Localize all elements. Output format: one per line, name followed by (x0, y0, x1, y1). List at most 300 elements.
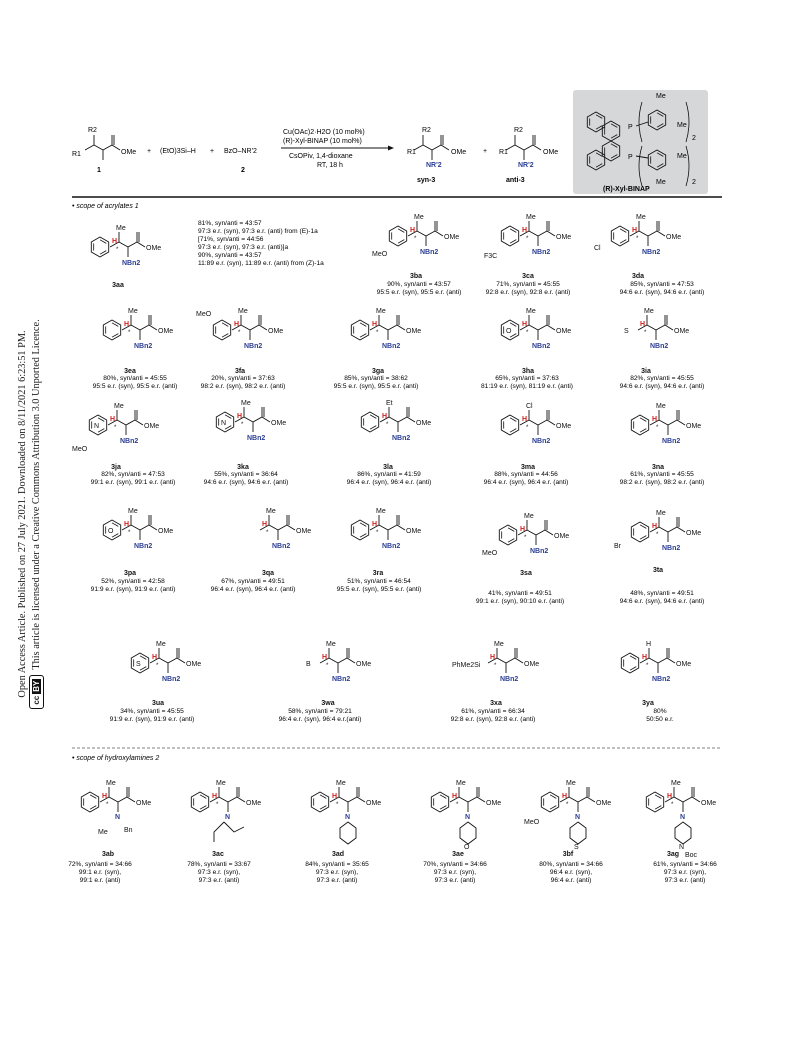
result-line: 84%, syn/anti = 35:65 (305, 861, 369, 868)
result-3ag (653, 861, 717, 884)
result-line: 67%, syn/anti = 49:51 (221, 578, 285, 585)
aryl-ring-icon (631, 415, 648, 435)
structure-3ga (351, 308, 421, 375)
aryl-ring-icon (191, 792, 208, 812)
stereo-marker: * (386, 422, 389, 428)
hydrogen-label: H (410, 227, 416, 234)
result-line: 91:9 e.r. (syn), 91:9 e.r. (anti) (109, 716, 195, 723)
result-line: 95:5 e.r. (syn), 95:5 e.r. (anti) (336, 586, 422, 593)
scheme-anti-product (499, 127, 558, 184)
result-3ac (187, 861, 251, 884)
stereo-marker: * (456, 802, 459, 808)
ester-label: OMe (416, 420, 432, 427)
nitrogen-label: NBn2 (662, 545, 681, 552)
hydrogen-label: H (652, 523, 658, 530)
ester-label: OMe (144, 423, 160, 430)
cc-by-badge-icon[interactable]: ccBY (29, 675, 44, 709)
result-line: 94:6 e.r. (syn), 94:6 e.r. (anti) (203, 479, 289, 486)
result-line: 52%, syn/anti = 42:58 (101, 578, 165, 585)
result-line: 86%, syn/anti = 41:59 (357, 471, 421, 478)
substituent-label: Me (526, 308, 536, 315)
result-3na (620, 471, 705, 486)
substituent-label: Me (494, 641, 504, 648)
aryl-substituent-label: Br (614, 543, 621, 550)
result-line: 96:4 e.r. (syn), (549, 869, 593, 876)
section-acrylates-heading: • scope of acrylates 1 (72, 203, 139, 210)
compound-label: 3ac (212, 851, 224, 858)
ring-heteroatom-label: N (679, 844, 685, 851)
substituent-label: Me (116, 225, 126, 232)
svg-text:Me: Me (677, 122, 687, 129)
svg-text:(R)-Xyl-BINAP (10 mol%): (R)-Xyl-BINAP (10 mol%) (283, 138, 362, 145)
stereo-marker: * (376, 330, 379, 336)
stereo-marker: * (494, 663, 497, 669)
license-line-2: ccBYThis article is licensed under a Creative Commons Attribution 3.0 Unported Licence. (29, 14, 44, 1014)
structure-3ha (501, 308, 571, 375)
reagent-1-label: 1 (97, 167, 101, 174)
ester-label: OMe (554, 533, 570, 540)
aryl-ring-icon (213, 320, 230, 340)
svg-text:Me: Me (656, 93, 666, 100)
result-3xa (451, 708, 536, 723)
aryl-substituent-label: MeO (196, 311, 212, 318)
result-line: 90%, syn/anti = 43:57 (198, 252, 262, 259)
hydrogen-label: H (102, 793, 108, 800)
scheme-reactant-1 (72, 127, 136, 174)
aryl-ring-icon (611, 226, 628, 246)
heteroatom-label: N (94, 423, 100, 430)
substituent-label: Me (526, 214, 536, 221)
result-line: 97:3 e.r. (syn), (315, 869, 359, 876)
result-line: 99:1 e.r. (anti) (79, 877, 121, 884)
r1-label: R1 (72, 151, 81, 158)
nitrogen-label: N (680, 814, 686, 821)
stereo-marker: * (376, 530, 379, 536)
substituent-label: Me (456, 780, 466, 787)
svg-text:Cu(OAc)2·H2O (10 mol%): Cu(OAc)2·H2O (10 mol%) (283, 129, 365, 136)
substituent-label: Me (326, 641, 336, 648)
result-line: 96:4 e.r. (syn), 96:4 e.r. (anti) (210, 586, 296, 593)
result-line: 50:50 e.r. (646, 716, 674, 723)
nitrogen-label: NBn2 (120, 438, 139, 445)
substituent-label: Me (128, 308, 138, 315)
aryl-ring-icon (499, 525, 516, 545)
result-line: 97:3 e.r. (syn), 97:3 e.r. (anti)]a (198, 244, 289, 251)
reagent-2-label: 2 (241, 167, 245, 174)
result-3bf (539, 861, 603, 884)
result-line: 81:19 e.r. (syn), 81:19 e.r. (anti) (481, 383, 573, 390)
ester-label: OMe (556, 234, 572, 241)
compound-label: 3sa (520, 570, 532, 577)
allyl-chains-icon (214, 822, 244, 842)
result-line: 99:1 e.r. (syn), 90:10 e.r. (anti) (475, 598, 565, 605)
result-line: 95:5 e.r. (syn), 95:5 e.r. (anti) (376, 289, 462, 296)
amine-ring-icon (340, 822, 356, 844)
plus-sign: + (483, 148, 488, 155)
nitrogen-label: N (575, 814, 581, 821)
result-3ga (334, 375, 419, 390)
result-line: 88%, syn/anti = 44:56 (494, 471, 558, 478)
result-3ma (484, 471, 569, 486)
amine-substituent-label: Bn (124, 827, 133, 834)
result-line: 48%, syn/anti = 49:51 (630, 590, 694, 597)
heteroatom-label: O (506, 328, 512, 335)
compound-label: 3ja (111, 464, 121, 471)
section-hydroxylamines-heading: • scope of hydroxylamines 2 (72, 755, 160, 762)
stereo-marker: * (636, 236, 639, 242)
result-line: 20%, syn/anti = 37:63 (211, 375, 275, 382)
result-3ia (620, 375, 705, 390)
hydrogen-label: H (372, 321, 378, 328)
hydrogen-label: H (237, 413, 243, 420)
nitrogen-label: NBn2 (134, 343, 153, 350)
ester-label: OMe (556, 423, 572, 430)
result-line: 61%, syn/anti = 66:34 (461, 708, 525, 715)
ome-label: OMe (121, 149, 137, 156)
nitrogen-label: NBn2 (332, 676, 351, 683)
structure-3la (361, 400, 431, 471)
compound-label: 3ae (452, 851, 464, 858)
amine-ring-icon (570, 822, 586, 844)
ester-label: OMe (136, 800, 152, 807)
ester-label: OMe (406, 528, 422, 535)
structure-3bf (524, 780, 611, 858)
substituent-label: Me (656, 403, 666, 410)
result-line: 92:8 e.r. (syn), 92:8 e.r. (anti) (485, 289, 571, 296)
stereo-marker: * (336, 802, 339, 808)
result-line: 80%, syn/anti = 45:55 (103, 375, 167, 382)
hydrogen-label: H (652, 416, 658, 423)
hydrogen-label: H (112, 238, 118, 245)
aryl-substituent-label: F3C (484, 253, 498, 260)
result-3pa (91, 578, 176, 593)
nitrogen-label: NBn2 (652, 676, 671, 683)
result-line: 51%, syn/anti = 46:54 (347, 578, 411, 585)
hydrogen-label: H (667, 793, 673, 800)
substituent-label: Me (656, 510, 666, 517)
result-line: 98:2 e.r. (syn), 98:2 e.r. (anti) (619, 479, 705, 486)
compound-label: 3ag (666, 851, 680, 858)
result-3ha (481, 375, 573, 390)
stereo-marker: * (106, 802, 109, 808)
svg-text:NR'2: NR'2 (518, 162, 534, 169)
compound-label: 3ha (521, 368, 535, 375)
aryl-ring-icon (91, 237, 108, 257)
heteroatom-label: O (108, 528, 114, 535)
compound-label: 3na (651, 464, 665, 471)
structure-3ua (131, 641, 201, 707)
substituent-label: Me (671, 780, 681, 787)
stereo-marker: * (128, 330, 131, 336)
ester-label: OMe (674, 328, 690, 335)
nitrogen-label: N (115, 814, 121, 821)
result-line: 97:3 e.r. (syn), (663, 869, 707, 876)
aryl-substituent-label: PhMe2Si (452, 662, 481, 669)
result-line: 82%, syn/anti = 45:55 (630, 375, 694, 382)
aryl-ring-icon (631, 522, 648, 542)
substituent-label: Me (336, 780, 346, 787)
hydrogen-label: H (322, 654, 328, 661)
result-3ca (486, 281, 571, 296)
compound-label: 3ra (372, 570, 384, 577)
protecting-group-label: Boc (685, 852, 698, 859)
hydrogen-label: H (110, 416, 116, 423)
result-3ka (204, 471, 289, 486)
result-line: 96:4 e.r. (syn), 96:4 e.r. (anti) (483, 479, 569, 486)
compound-label: 3ca (522, 273, 534, 280)
nitrogen-label: NBn2 (247, 435, 266, 442)
result-line: 91:9 e.r. (syn), 91:9 e.r. (anti) (90, 586, 176, 593)
nitrogen-label: NBn2 (244, 343, 263, 350)
result-line: 99:1 e.r. (syn), (78, 869, 122, 876)
hydrogen-label: H (332, 793, 338, 800)
amine-substituent-label: Me (98, 829, 108, 836)
result-line: 97:3 e.r. (anti) (434, 877, 476, 884)
hydrogen-label: H (520, 526, 526, 533)
structure-3xa (452, 641, 539, 707)
structure-3pa (103, 508, 173, 577)
result-line: 97:3 e.r. (syn), (197, 869, 241, 876)
substituent-label: Me (376, 508, 386, 515)
result-line: 98:2 e.r. (syn), 98:2 e.r. (anti) (200, 383, 286, 390)
hydrogen-label: H (234, 321, 240, 328)
ligand-box (573, 90, 708, 194)
result-line: 65%, syn/anti = 37:63 (495, 375, 559, 382)
ester-label: OMe (556, 328, 572, 335)
ester-label: OMe (186, 661, 202, 668)
structure-3ya (621, 641, 691, 707)
stereo-marker: * (266, 530, 269, 536)
substituent-label: Me (266, 508, 276, 515)
result-line: 61%, syn/anti = 45:55 (630, 471, 694, 478)
result-line: 99:1 e.r. (syn), 99:1 e.r. (anti) (90, 479, 176, 486)
ester-label: OMe (596, 800, 612, 807)
nitrogen-label: NBn2 (134, 543, 153, 550)
hydrogen-label: H (124, 321, 130, 328)
structure-3ia (624, 308, 689, 375)
nitrogen-label: NBn2 (392, 435, 411, 442)
hydrogen-label: H (562, 793, 568, 800)
compound-label: 3da (631, 273, 645, 280)
stereo-marker: * (128, 530, 131, 536)
nitrogen-label: NBn2 (650, 343, 669, 350)
reaction-conditions (281, 129, 394, 169)
result-line: 85%, syn/anti = 38:62 (344, 375, 408, 382)
ester-label: OMe (268, 328, 284, 335)
structure-3ad (311, 780, 381, 858)
result-3wa (279, 708, 362, 723)
substituent-label: Me (241, 400, 251, 407)
nitrogen-label: NBn2 (382, 343, 401, 350)
result-line: 97:3 e.r. (anti) (664, 877, 706, 884)
ester-label: OMe (486, 800, 502, 807)
result-line: 71%, syn/anti = 45:55 (496, 281, 560, 288)
stereo-marker: * (238, 330, 241, 336)
svg-text:RT, 18 h: RT, 18 h (317, 162, 343, 169)
nitrogen-label: NBn2 (500, 676, 519, 683)
ester-label: OMe (296, 528, 312, 535)
aryl-ring-icon (431, 792, 448, 812)
nitrogen-label: NBn2 (532, 249, 551, 256)
compound-label: 3ad (331, 851, 345, 858)
ester-label: OMe (686, 530, 702, 537)
result-line: 82%, syn/anti = 47:53 (101, 471, 165, 478)
svg-text:OMe: OMe (451, 149, 467, 156)
ester-label: OMe (686, 423, 702, 430)
result-line: 96:4 e.r. (anti) (550, 877, 592, 884)
svg-text:R2: R2 (514, 127, 523, 134)
plus-sign: + (147, 148, 152, 155)
result-line: 95:5 e.r. (syn), 95:5 e.r. (anti) (333, 383, 419, 390)
compound-label: 3pa (123, 570, 137, 577)
ester-label: OMe (444, 234, 460, 241)
compound-label: 3bf (562, 851, 574, 858)
aryl-ring-icon (351, 520, 368, 540)
result-3tab (620, 590, 705, 605)
compound-label: 3ab (101, 851, 115, 858)
svg-text:R1: R1 (499, 149, 508, 156)
nitrogen-label: N (345, 814, 351, 821)
structure-3ca (484, 214, 571, 280)
r2-label: R2 (88, 127, 97, 134)
result-line: 70%, syn/anti = 34:66 (423, 861, 487, 868)
result-line: 85%, syn/anti = 47:53 (630, 281, 694, 288)
substituent-label: Me (414, 214, 424, 221)
nitrogen-label: N (225, 814, 231, 821)
aryl-ring-icon (361, 412, 378, 432)
svg-text:R2: R2 (422, 127, 431, 134)
aryl-ring-icon (311, 792, 328, 812)
structure-3ma (501, 403, 571, 471)
hydrogen-label: H (522, 416, 528, 423)
aryl-ring-icon (389, 226, 406, 246)
result-line: 78%, syn/anti = 33:67 (187, 861, 251, 868)
syn-product-label: syn-3 (417, 177, 436, 184)
hydrogen-label: H (632, 227, 638, 234)
structure-3wa (306, 641, 371, 707)
svg-text:2: 2 (692, 135, 696, 142)
structure-3ba (372, 214, 459, 280)
substituent-label: Me (106, 780, 116, 787)
result-3qab (211, 578, 296, 593)
hydrogen-label: H (522, 227, 528, 234)
nitrogen-label: NBn2 (122, 260, 141, 267)
stereo-marker: * (526, 236, 529, 242)
structure-3ra (351, 508, 421, 577)
structure-3sa (482, 513, 569, 577)
result-3ra (337, 578, 422, 593)
substituent-label: Me (114, 403, 124, 410)
svg-text:R1: R1 (407, 149, 416, 156)
aryl-ring-icon (81, 792, 98, 812)
structure-3ja (72, 403, 159, 471)
hydrogen-label: H (212, 793, 218, 800)
result-3ua (110, 708, 195, 723)
result-line: 11:89 e.r. (syn), 11:89 e.r. (anti) from (Z)-1a (198, 260, 324, 267)
aryl-ring-icon (103, 320, 120, 340)
result-line: 96:4 e.r. (syn), 96:4 e.r. (anti) (346, 479, 432, 486)
stereo-marker: * (656, 425, 659, 431)
ring-heteroatom-label: S (574, 844, 579, 851)
structure-3ta (614, 510, 701, 574)
aryl-substituent-label: Cl (594, 245, 601, 252)
stereo-marker: * (566, 802, 569, 808)
ligand-label: (R)-Xyl-BINAP (603, 186, 650, 193)
amine-ring-icon (675, 822, 691, 844)
compound-label: 3ya (642, 700, 654, 707)
hydrogen-label: H (490, 654, 496, 661)
ring-heteroatom-label: O (464, 844, 470, 851)
compound-label: 3ga (371, 368, 385, 375)
compound-label: 3wa (321, 700, 335, 707)
result-line: 41%, syn/anti = 49:51 (488, 590, 552, 597)
result-3da (620, 281, 705, 296)
stereo-marker: * (414, 236, 417, 242)
compound-label: 3ea (124, 368, 136, 375)
structure-3ab (81, 780, 151, 858)
stereo-marker: * (671, 802, 674, 808)
stereo-marker: * (524, 535, 527, 541)
compound-label: 3ma (520, 464, 536, 471)
heteroatom-label: S (624, 328, 629, 335)
ester-label: OMe (676, 661, 692, 668)
nitrogen-label: NBn2 (272, 543, 291, 550)
ester-label: OMe (701, 800, 717, 807)
hydrogen-label: H (372, 521, 378, 528)
aryl-substituent-label: MeO (524, 819, 540, 826)
structure-3qa (260, 508, 311, 577)
hydrogen-label: H (382, 413, 388, 420)
result-line: 90%, syn/anti = 43:57 (387, 281, 451, 288)
svg-text:NR'2: NR'2 (426, 162, 442, 169)
hydrogen-label: H (642, 654, 648, 661)
ester-label: OMe (524, 661, 540, 668)
result-line: 80% (653, 708, 667, 715)
aryl-ring-icon (541, 792, 558, 812)
svg-text:P: P (628, 124, 633, 131)
aryl-ring-icon (646, 792, 663, 812)
stereo-marker: * (646, 663, 649, 669)
stereo-marker: * (326, 663, 329, 669)
result-line: 58%, syn/anti = 79:21 (288, 708, 352, 715)
stereo-marker: * (644, 330, 647, 336)
stereo-marker: * (656, 532, 659, 538)
aryl-ring-icon (501, 415, 518, 435)
substituent-label: Me (566, 780, 576, 787)
result-line: 96:4 e.r. (syn), 96:4 e.r.(anti) (278, 716, 362, 723)
aryl-ring-icon (621, 653, 638, 673)
structure-3aa (91, 225, 161, 289)
svg-text:OMe: OMe (543, 149, 559, 156)
compound-label: 3fa (234, 368, 246, 375)
compound-label: 3ta (652, 567, 664, 574)
stereo-marker: * (156, 663, 159, 669)
substituent-label: Me (238, 308, 248, 315)
stereo-marker: * (116, 247, 119, 253)
structure-3ac (191, 780, 261, 858)
substituent-label: Me (636, 214, 646, 221)
result-3ae (423, 861, 487, 884)
hydrogen-label: H (124, 521, 130, 528)
result-3ea (93, 375, 178, 390)
result-line: 55%, syn/anti = 36:64 (214, 471, 278, 478)
result-3ya (646, 708, 674, 723)
result-3aa (198, 220, 324, 267)
structure-3ag (646, 780, 716, 859)
hydrogen-label: H (522, 321, 528, 328)
svg-text:Me: Me (677, 153, 687, 160)
ester-label: OMe (271, 420, 287, 427)
